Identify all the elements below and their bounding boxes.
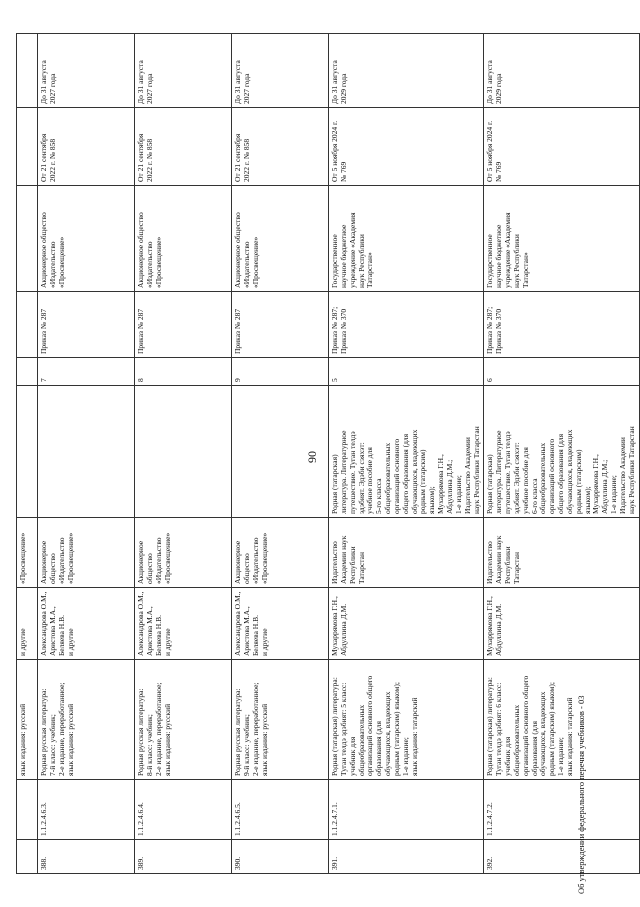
textbook-title-cell <box>38 660 135 780</box>
publisher-cell <box>329 518 484 588</box>
textbook-title-line: учебник для <box>347 736 357 776</box>
valid-from-cell <box>329 108 484 186</box>
authors-line: Александрова О.М., <box>233 591 242 656</box>
copyright-holder-line: «Просвещение» <box>56 236 66 288</box>
valid-from-line: № 769 <box>494 161 504 182</box>
publisher-cell <box>484 518 639 588</box>
authors-line: и другие <box>65 628 75 656</box>
textbook-title-line: родным (татарским) языком); <box>547 682 557 776</box>
valid-from-cell <box>135 108 232 186</box>
order-number-cell <box>38 292 135 358</box>
valid-from-line: 2022 г. № 858 <box>241 138 251 182</box>
valid-from-line: От 21 сентября <box>39 133 48 182</box>
continuation-cell <box>17 780 38 840</box>
continuation-cell <box>17 108 38 186</box>
textbook-code-cell: 1.1.2.4.6.4. <box>135 780 232 840</box>
valid-from-line: От 21 сентября <box>136 133 145 182</box>
authors-line: Мухаррямова Г.Н., <box>485 596 495 656</box>
valid-until-cell <box>38 34 135 108</box>
grade-cell: 8 <box>135 358 232 386</box>
replaced-edition-line: наук Республики Татарстан <box>471 426 481 514</box>
row-number-cell: 392. <box>484 840 639 874</box>
publisher-line: Республики <box>503 546 513 584</box>
textbook-code-cell: 1.1.2.4.6.3. <box>38 780 135 840</box>
valid-from-line: № 769 <box>338 161 348 182</box>
valid-until-line: 2027 года <box>241 73 251 104</box>
textbook-title-line: язык издания: русский <box>162 703 172 776</box>
textbook-title-line: Туган телдэ эдэбият: 6 класс: <box>494 682 504 776</box>
publisher-line: «Издательство <box>56 537 66 584</box>
textbook-title-line: Туган телдэ эдэбият: 5 класс: <box>338 682 348 776</box>
replaced-edition-cell <box>232 386 329 518</box>
authors-line: Аристова М.А., <box>241 606 251 656</box>
textbook-title-line: 1-е издание; <box>400 737 410 776</box>
grade-cell: 9 <box>232 358 329 386</box>
replaced-edition-line: организаций основного <box>391 438 401 514</box>
publisher-line: общество <box>47 553 57 584</box>
publisher-line: Татарстан <box>511 551 521 584</box>
publisher-line: Республики <box>347 546 357 584</box>
order-number-cell <box>329 292 484 358</box>
authors-line: Аристова М.А., <box>144 606 154 656</box>
replaced-edition-line: 1-е издание; <box>453 475 463 514</box>
valid-from-line: 2022 г. № 858 <box>47 138 57 182</box>
copyright-holder-line: Акционерное общество <box>233 212 242 288</box>
copyright-holder-line: «Издательство <box>241 241 251 288</box>
replaced-edition-line: путешествие. Туган телдэ <box>347 431 357 514</box>
continuation-cell <box>17 186 38 292</box>
publisher-line: Акционерное <box>233 540 242 584</box>
valid-from-line: 2022 г. № 858 <box>144 138 154 182</box>
replaced-edition-line: обучающихся, владеющих <box>409 429 419 514</box>
table-row <box>38 34 135 874</box>
authors-line: Беляева Н.В. <box>153 615 163 656</box>
copyright-holder-line: Государственное <box>485 234 495 288</box>
textbook-code-cell: 1.1.2.4.6.5. <box>232 780 329 840</box>
valid-until-line: До 31 августа <box>330 60 339 104</box>
textbook-title-cell <box>484 660 639 780</box>
authors-line: Аристова М.А., <box>47 606 57 656</box>
authors-line: Беляева Н.В. <box>56 615 66 656</box>
textbook-title-line: 2-е издание, переработанное; <box>153 682 163 776</box>
order-number-line: Приказ № 370 <box>338 308 348 354</box>
order-number-line: Приказ № 287; <box>485 306 495 354</box>
replaced-edition-line: эдэбият. Эдэби сэяхэт: <box>356 442 366 514</box>
replaced-edition-cell <box>38 386 135 518</box>
copyright-holder-cell <box>232 186 329 292</box>
valid-until-line: 2029 года <box>494 73 504 104</box>
landscape-content <box>16 34 636 894</box>
copyright-holder-cell <box>135 186 232 292</box>
textbook-code-cell: 1.1.2.4.7.1. <box>329 780 484 840</box>
replaced-edition-line: учебное пособие для <box>520 447 530 514</box>
row-number-cell: 391. <box>329 840 484 874</box>
textbook-title-cell <box>329 660 484 780</box>
textbook-code-cell: 1.1.2.4.7.2. <box>484 780 639 840</box>
textbook-title-line: язык издания: татарский <box>564 697 574 776</box>
replaced-edition-line: Абдуллина Д.М.; <box>444 459 454 514</box>
authors-line: и другие <box>162 628 172 656</box>
continuation-cell: и другие <box>17 588 38 660</box>
replaced-edition-line: родным (татарским) <box>418 449 428 514</box>
publisher-line: общество <box>144 553 154 584</box>
publisher-cell <box>135 518 232 588</box>
replaced-edition-cell <box>135 386 232 518</box>
replaced-edition-line: языком); <box>582 486 592 514</box>
publisher-line: Издательство <box>485 541 495 584</box>
valid-until-cell <box>135 34 232 108</box>
copyright-holder-line: наук Республики <box>356 234 366 288</box>
valid-until-line: До 31 августа <box>136 60 145 104</box>
publisher-line: «Просвещение» <box>259 532 269 584</box>
replaced-edition-line: обучающихся, владеющих <box>564 429 574 514</box>
authors-cell <box>232 588 329 660</box>
order-number-cell <box>135 292 232 358</box>
valid-until-line: 2027 года <box>47 73 57 104</box>
replaced-edition-line: Родная (татарская) <box>330 454 339 514</box>
continuation-cell: «Просвещение» <box>17 518 38 588</box>
copyright-holder-line: Татарстан» <box>365 252 375 288</box>
publisher-line: «Издательство <box>153 537 163 584</box>
authors-line: Мухаррямова Г.Н., <box>330 596 339 656</box>
publisher-line: Акционерное <box>136 540 145 584</box>
replaced-edition-line: общеобразовательных <box>538 442 548 514</box>
replaced-edition-line: 5-го класса <box>374 478 384 514</box>
replaced-edition-line: общеобразовательных <box>383 442 393 514</box>
textbook-title-line: Родная (татарская) литература: <box>485 677 495 776</box>
publisher-line: общество <box>241 553 251 584</box>
order-number-line: Приказ № 287 <box>233 308 242 354</box>
textbook-title-line: 9-й класс: учебник; <box>241 714 251 776</box>
grade-cell: 5 <box>329 358 484 386</box>
valid-from-line: От 5 ноября 2024 г. <box>330 120 339 182</box>
replaced-edition-line: литература. Литературное <box>338 430 348 514</box>
textbook-title-line: учебник для <box>503 736 513 776</box>
replaced-edition-line: языком); <box>427 486 437 514</box>
valid-from-cell <box>484 108 639 186</box>
replaced-edition-line: организаций основного <box>547 438 557 514</box>
row-number-cell: 389. <box>135 840 232 874</box>
copyright-holder-line: «Издательство <box>47 241 57 288</box>
replaced-edition-line: 1-е издание; <box>609 475 619 514</box>
copyright-holder-line: научное бюджетное <box>494 224 504 288</box>
textbook-title-line: язык издания: русский <box>65 703 75 776</box>
textbook-title-line: Родная русская литература: <box>39 688 48 776</box>
textbook-title-line: 2-е издание, переработанное; <box>250 682 260 776</box>
replaced-edition-line: 6-го класса <box>529 478 539 514</box>
copyright-holder-line: «Издательство <box>144 241 154 288</box>
row-number-cell: 390. <box>232 840 329 874</box>
replaced-edition-line: Мухаррямова Г.Н., <box>591 454 601 514</box>
textbook-title-line: Родная русская литература: <box>136 688 145 776</box>
textbook-title-line: Родная (татарская) литература: <box>330 677 339 776</box>
valid-from-cell <box>232 108 329 186</box>
textbook-title-line: образования (для <box>374 721 384 776</box>
valid-until-line: До 31 августа <box>233 60 242 104</box>
continuation-cell: язык издания: русский <box>17 660 38 780</box>
replaced-edition-line: Издательство Академии <box>618 437 627 514</box>
valid-until-cell <box>484 34 639 108</box>
publisher-line: Татарстан <box>356 551 366 584</box>
textbook-title-line: 1-е издание; <box>556 737 566 776</box>
valid-from-line: От 21 сентября <box>233 133 242 182</box>
valid-until-line: До 31 августа <box>485 60 495 104</box>
replaced-edition-line: литература. Литературное <box>494 430 504 514</box>
textbook-title-line: организаций основного общего <box>520 675 530 776</box>
replaced-edition-line: общего образования (для <box>400 433 410 514</box>
authors-cell <box>38 588 135 660</box>
table-row <box>484 34 639 874</box>
continuation-cell <box>17 292 38 358</box>
textbook-title-line: общеобразовательных <box>356 704 366 776</box>
textbook-title-line: обучающихся, владеющих <box>538 691 548 776</box>
replaced-edition-line: Родная (татарская) <box>485 454 495 514</box>
copyright-holder-line: «Просвещение» <box>153 236 163 288</box>
textbook-title-line: Родная русская литература: <box>233 688 242 776</box>
grade-cell: 6 <box>484 358 639 386</box>
textbook-title-line: 8-й класс: учебник; <box>144 714 154 776</box>
authors-line: Абдуллина Д.М. <box>494 603 504 656</box>
replaced-edition-line: Абдуллина Д.М.; <box>600 459 610 514</box>
row-number-cell: 388. <box>38 840 135 874</box>
publisher-line: Академии наук <box>494 535 504 584</box>
copyright-holder-line: учреждение «Академия <box>347 212 357 288</box>
copyright-holder-cell <box>38 186 135 292</box>
order-number-cell <box>232 292 329 358</box>
textbook-title-line: общеобразовательных <box>511 704 521 776</box>
continuation-cell <box>17 386 38 518</box>
copyright-holder-cell <box>484 186 639 292</box>
publisher-line: «Просвещение» <box>65 532 75 584</box>
textbook-title-line: язык издания: русский <box>259 703 269 776</box>
authors-cell <box>484 588 639 660</box>
copyright-holder-line: наук Республики <box>511 234 521 288</box>
replaced-edition-line: эдэбият. Эдэби сэяхэт: <box>511 442 521 514</box>
valid-until-line: 2027 года <box>144 73 154 104</box>
footer-note: Об утверждении федерального перечня учебников - 03 <box>576 695 586 894</box>
valid-until-cell <box>329 34 484 108</box>
table-row <box>329 34 484 874</box>
authors-cell <box>135 588 232 660</box>
continuation-cell <box>17 34 38 108</box>
replaced-edition-cell <box>484 386 639 518</box>
replaced-edition-line: путешествие. Туган телдэ <box>503 431 513 514</box>
order-number-line: Приказ № 287 <box>39 308 48 354</box>
replaced-edition-line: Мухаррямова Г.Н., <box>436 454 446 514</box>
copyright-holder-line: «Просвещение» <box>250 236 260 288</box>
authors-cell <box>329 588 484 660</box>
textbook-title-line: образования (для <box>529 721 539 776</box>
order-number-cell <box>484 292 639 358</box>
textbook-table <box>16 33 640 874</box>
replaced-edition-cell <box>329 386 484 518</box>
replaced-edition-line: Издательство Академии <box>462 437 472 514</box>
valid-until-line: До 31 августа <box>39 60 48 104</box>
order-number-line: Приказ № 287 <box>136 308 145 354</box>
authors-line: Александрова О.М., <box>39 591 48 656</box>
continuation-cell <box>17 840 38 874</box>
textbook-title-line: 2-е издание, переработанное; <box>56 682 66 776</box>
continuation-row <box>17 34 38 874</box>
copyright-holder-line: учреждение «Академия <box>503 212 513 288</box>
valid-from-line: От 5 ноября 2024 г. <box>485 120 495 182</box>
textbook-title-line: 7-й класс: учебник; <box>47 714 57 776</box>
valid-until-line: 2029 года <box>338 73 348 104</box>
copyright-holder-cell <box>329 186 484 292</box>
textbook-title-line: организаций основного общего <box>365 675 375 776</box>
authors-line: Александрова О.М., <box>136 591 145 656</box>
textbook-title-line: язык издания: татарский <box>409 697 419 776</box>
authors-line: Беляева Н.В. <box>250 615 260 656</box>
rotated-page <box>16 34 636 894</box>
authors-line: и другие <box>259 628 269 656</box>
textbook-title-line: родным (татарским) языком); <box>391 682 401 776</box>
publisher-line: Акционерное <box>39 540 48 584</box>
textbook-title-cell <box>135 660 232 780</box>
table-row <box>135 34 232 874</box>
publisher-line: «Просвещение» <box>162 532 172 584</box>
replaced-edition-line: наук Республики Татарстан <box>626 426 636 514</box>
publisher-line: Издательство <box>330 541 339 584</box>
textbook-title-line: обучающихся, владеющих <box>383 691 393 776</box>
table-body <box>17 34 640 874</box>
page-number: 90 <box>305 451 319 463</box>
publisher-line: «Издательство <box>250 537 260 584</box>
authors-line: Абдуллина Д.М. <box>338 603 348 656</box>
valid-until-cell <box>232 34 329 108</box>
publisher-line: Академии наук <box>338 535 348 584</box>
publisher-cell <box>232 518 329 588</box>
continuation-cell <box>17 358 38 386</box>
valid-from-cell <box>38 108 135 186</box>
copyright-holder-line: научное бюджетное <box>338 224 348 288</box>
copyright-holder-line: Акционерное общество <box>39 212 48 288</box>
grade-cell: 7 <box>38 358 135 386</box>
replaced-edition-line: общего образования (для <box>556 433 566 514</box>
replaced-edition-line: родным (татарским) <box>573 449 583 514</box>
copyright-holder-line: Татарстан» <box>520 252 530 288</box>
order-number-line: Приказ № 287; <box>330 306 339 354</box>
textbook-title-cell <box>232 660 329 780</box>
publisher-cell <box>38 518 135 588</box>
table-row <box>232 34 329 874</box>
replaced-edition-line: учебное пособие для <box>365 447 375 514</box>
copyright-holder-line: Акционерное общество <box>136 212 145 288</box>
copyright-holder-line: Государственное <box>330 234 339 288</box>
order-number-line: Приказ № 370 <box>494 308 504 354</box>
